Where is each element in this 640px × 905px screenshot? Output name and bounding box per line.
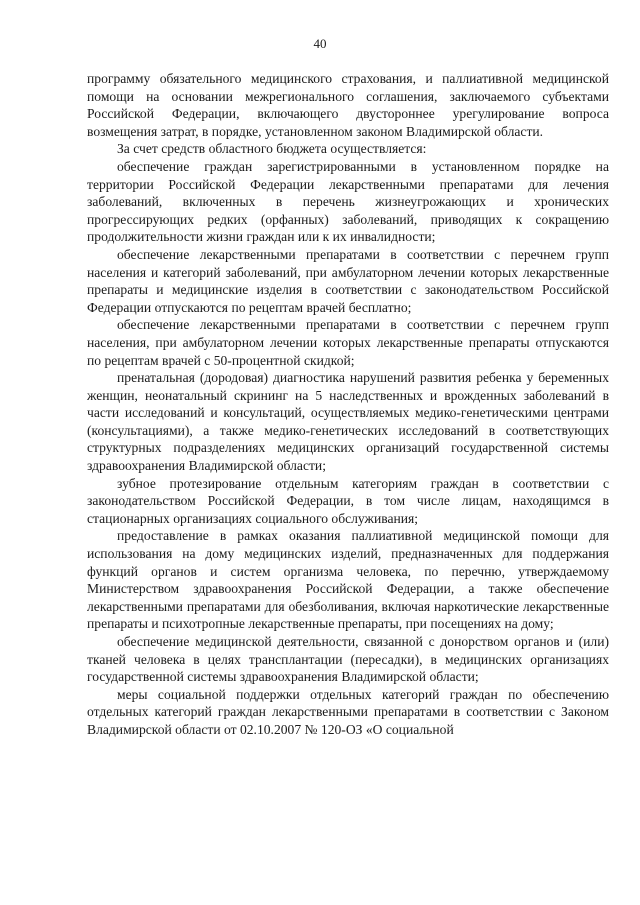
paragraph-orphan-diseases: обеспечение граждан зарегистрированными в установленном порядке на территории Российской Федерации лекарственными препаратами для лечения заболеваний, включенных в перечень жизнеугрожающих и хронических прогрессирующих редких (орфанных) заболеваний, приводящих к сокращению продолжительности жизни граждан или к их инвалидности; — [87, 158, 609, 245]
paragraph-continuation: программу обязательного медицинского страхования, и паллиативной медицинской помощи на основании межрегионального соглашения, заключаемого субъектами Российской Федерации, включающего двустороннее урегулирование вопроса возмещения затрат, в порядке, установленном законом Владимирской области. — [87, 71, 609, 139]
paragraph-dental-prosthetics: зубное протезирование отдельным категориям граждан в соответствии с законодательством Российской Федерации, в том числе лицам, находящимся в стационарных организациях социального обслуживания; — [87, 475, 609, 526]
paragraph-palliative-care: предоставление в рамках оказания паллиативной медицинской помощи для использования на дому медицинских изделий, предназначенных для поддержания функций органов и систем организма человека, по перечню, утверждаемому Министерством здравоохранения Российской Федерации, а также обеспечение лекарственными препаратами для обезболивания, включая наркотические лекарственные препараты и психотропные лекарственные препараты, при посещениях на дому; — [87, 528, 609, 632]
paragraph-organ-donation: обеспечение медицинской деятельности, связанной с донорством органов и (или) тканей человека в целях трансплантации (пересадки), в медицинских организациях государственной системы здравоохранения Владимирской области; — [87, 634, 609, 685]
paragraph-discount-prescriptions: обеспечение лекарственными препаратами в соответствии с перечнем групп населения, при амбулаторном лечении которых лекарственные препараты отпускаются по рецептам врачей с 50-процентной скидкой; — [87, 317, 609, 368]
document-body — [87, 70, 609, 739]
paragraph-prenatal-diagnostics: пренатальная (дородовая) диагностика нарушений развития ребенка у беременных женщин, неонатальный скрининг на 5 наследственных и врожденных заболеваний в части исследований и консультаций, осуществляемых медико-генетическими центрами (консультациями), а также медико-генетических исследований в соответствующих структурных подразделениях медицинских организаций государственной системы здравоохранения Владимирской области; — [87, 370, 609, 474]
page-number: 40 — [313, 36, 327, 51]
paragraph-social-support: меры социальной поддержки отдельных категорий граждан по обеспечению отдельных категорий граждан лекарственными препаратами в соответствии с Законом Владимирской области от 02.10.2007 № 120-ОЗ «О социальной — [87, 686, 609, 737]
paragraph-free-prescriptions: обеспечение лекарственными препаратами в соответствии с перечнем групп населения и категорий заболеваний, при амбулаторном лечении которых лекарственные препараты и медицинские изделия в соответствии с законодательством Российской Федерации отпускаются по рецептам врачей бесплатно; — [87, 246, 609, 315]
paragraph-budget-intro: За счет средств областного бюджета осуществляется: — [117, 141, 427, 157]
